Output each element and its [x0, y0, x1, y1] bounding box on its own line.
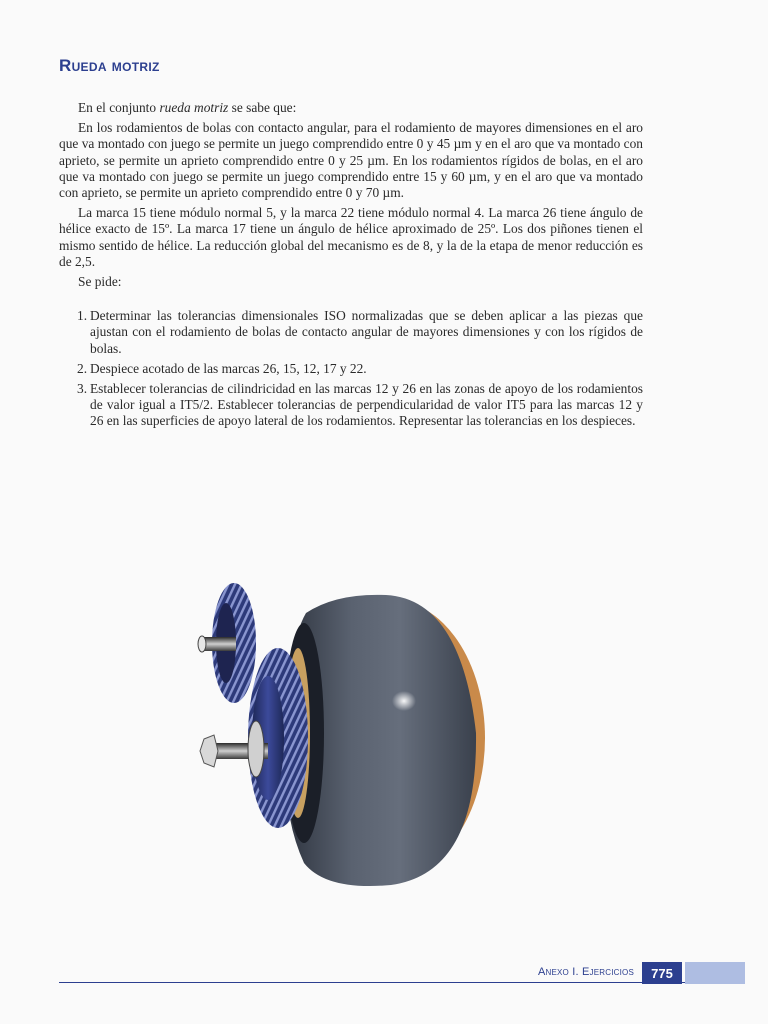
task-text: Establecer tolerancias de cilindricidad en las marcas 12 y 26 en las zonas de apoyo de los rodamientos de valor igual a IT5/2. Establecer tolerancias de perpendicularidad de valor IT5 para las marcas 12 y 26 en las superficies de apoyo lateral de los rodamientos. Representar las tolerancias en los despieces. [90, 381, 643, 429]
footer-rule [59, 982, 743, 983]
task-item [59, 308, 643, 357]
task-list [59, 308, 643, 429]
task-number: 3. [77, 381, 88, 397]
tire-highlight [392, 691, 416, 711]
se-pide-label: Se pide: [78, 274, 122, 290]
page-number: 775 [642, 962, 682, 984]
task-text: Despiece acotado de las marcas 26, 15, 12, 17 y 22. [90, 360, 367, 376]
intro-suffix: se sabe que: [228, 100, 297, 115]
bearing [248, 721, 264, 777]
paragraph-gears: La marca 15 tiene módulo normal 5, y la marca 22 tiene módulo normal 4. La marca 26 tiene ángulo de hélice exacto de 15º. La marca 17 tiene un ángulo de hélice aproximado de 25º. Los dos piñones tienen el mismo sentido de hélice. La reducción global del mecanismo es de 8, y la de la etapa de menor reducción es de 2,5. [59, 205, 643, 269]
section-title: Rueda motriz [59, 56, 160, 75]
drive-wheel-figure [186, 573, 506, 909]
task-number: 1. [77, 308, 88, 324]
hex-nut [200, 735, 218, 767]
intro-emphasis: rueda motriz [159, 100, 229, 115]
task-item [59, 361, 643, 377]
task-item [59, 381, 643, 430]
intro-paragraph [59, 100, 643, 116]
task-number: 2. [77, 360, 88, 376]
intro-prefix: En el conjunto [78, 100, 160, 115]
upper-shaft-end [198, 636, 206, 652]
paragraph-bearings: En los rodamientos de bolas con contacto angular, para el rodamiento de mayores dimensiones en el aro que va montado con juego se permite un juego comprendido entre 0 y 45 µm y en el aro que va montado con aprieto, se permite un aprieto comprendido entre 0 y 25 µm. En los rodamientos rígidos de bolas, en el aro que va montado con juego se permite un juego comprendido entre 15 y 60 µm, y en el aro que va montado con aprieto, se permite un aprieto comprendido entre 0 y 70 µm. [59, 120, 643, 201]
footer-label: Anexo I. Ejercicios [537, 966, 634, 978]
page-number-tab [685, 962, 745, 984]
task-text: Determinar las tolerancias dimensionales ISO normalizadas que se deben aplicar a las piezas que ajustan con el rodamiento de bolas de contacto angular de mayores dimensiones y con los rígidos de bolas. [90, 308, 643, 356]
body-text [59, 100, 643, 434]
